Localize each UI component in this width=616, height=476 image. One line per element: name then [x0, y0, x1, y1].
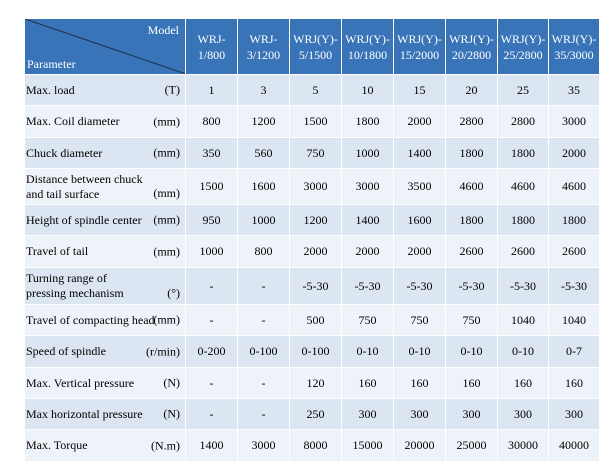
table-row	[25, 305, 600, 336]
parameter-unit: (mm)	[153, 244, 180, 258]
value-cell: 2000	[549, 138, 600, 169]
value-cell: 1800	[549, 205, 600, 236]
value-cell: 1800	[446, 138, 498, 169]
value-cell: 3500	[394, 169, 446, 205]
value-cell: 560	[238, 138, 290, 169]
model-header: WRJ- 1/800	[186, 19, 238, 75]
corner-header-cell	[25, 19, 186, 75]
value-cell: 2000	[290, 236, 342, 268]
parameter-unit: (N.m)	[151, 438, 180, 452]
value-cell: -	[238, 268, 290, 305]
value-cell: 2000	[342, 236, 394, 268]
parameter-name: Chuck diameter	[26, 145, 103, 160]
value-cell: 40000	[549, 430, 600, 462]
value-cell: 0-200	[186, 336, 238, 368]
value-cell: 800	[186, 106, 238, 138]
parameter-name: Max. Torque	[26, 438, 88, 452]
parameter-name: Travel of tail	[26, 244, 89, 258]
table-row	[25, 75, 600, 106]
value-cell: 3000	[290, 169, 342, 205]
value-cell: 1600	[238, 169, 290, 205]
value-cell: -	[238, 368, 290, 399]
model-header: WRJ(Y)- 5/1500	[290, 19, 342, 75]
table-row	[25, 430, 600, 462]
value-cell: 750	[394, 305, 446, 336]
parameter-name: Distance between chuck and tail surface	[26, 171, 143, 201]
value-cell: 4600	[498, 169, 549, 205]
value-cell: 2600	[498, 236, 549, 268]
value-cell: 750	[446, 305, 498, 336]
value-cell: -5-30	[446, 268, 498, 305]
value-cell: 500	[290, 305, 342, 336]
value-cell: 800	[238, 236, 290, 268]
parameter-name: Max. load	[26, 82, 75, 97]
value-cell: 1500	[290, 106, 342, 138]
parameter-unit: (mm)	[153, 145, 180, 160]
table-row	[25, 205, 600, 236]
parameter-cell	[25, 169, 186, 205]
value-cell: 10	[342, 75, 394, 106]
value-cell: 8000	[290, 430, 342, 462]
value-cell: 3000	[238, 430, 290, 462]
value-cell: 160	[394, 368, 446, 399]
value-cell: 1000	[186, 236, 238, 268]
table-row	[25, 169, 600, 205]
value-cell: 1200	[238, 106, 290, 138]
value-cell: 950	[186, 205, 238, 236]
parameter-unit: (N)	[163, 375, 180, 390]
value-cell: 0-100	[290, 336, 342, 368]
parameter-unit: (N)	[163, 406, 180, 421]
value-cell: 0-10	[342, 336, 394, 368]
value-cell: 1800	[498, 138, 549, 169]
parameter-unit: (mm)	[153, 312, 180, 327]
table-row	[25, 106, 600, 138]
value-cell: 1	[186, 75, 238, 106]
value-cell: 3	[238, 75, 290, 106]
value-cell: 1000	[238, 205, 290, 236]
value-cell: -	[238, 305, 290, 336]
value-cell: -	[238, 399, 290, 430]
value-cell: 160	[549, 368, 600, 399]
table-row	[25, 399, 600, 430]
value-cell: 0-10	[394, 336, 446, 368]
value-cell: 2600	[446, 236, 498, 268]
value-cell: 0-10	[446, 336, 498, 368]
value-cell: 25000	[446, 430, 498, 462]
table-row	[25, 236, 600, 268]
parameter-unit: (mm)	[153, 186, 180, 200]
parameter-name: Max. Vertical pressure	[26, 375, 135, 390]
parameter-cell	[25, 106, 186, 138]
parameter-name: Max horizontal pressure	[26, 406, 143, 421]
parameter-cell	[25, 399, 186, 430]
value-cell: -5-30	[549, 268, 600, 305]
value-cell: 20	[446, 75, 498, 106]
value-cell: 1040	[498, 305, 549, 336]
parameter-cell	[25, 205, 186, 236]
value-cell: 4600	[549, 169, 600, 205]
table-row	[25, 138, 600, 169]
value-cell: 300	[498, 399, 549, 430]
value-cell: -5-30	[290, 268, 342, 305]
value-cell: -5-30	[394, 268, 446, 305]
value-cell: 2000	[394, 236, 446, 268]
parameter-name: Height of spindle center	[26, 212, 142, 227]
value-cell: 30000	[498, 430, 549, 462]
model-header: WRJ(Y)- 25/2800	[498, 19, 549, 75]
value-cell: 2800	[446, 106, 498, 138]
parameter-unit: (°)	[167, 286, 180, 300]
parameter-unit: (T)	[164, 82, 180, 97]
value-cell: -	[186, 368, 238, 399]
value-cell: 160	[342, 368, 394, 399]
value-cell: 4600	[446, 169, 498, 205]
value-cell: 15	[394, 75, 446, 106]
model-header: WRJ(Y)- 35/3000	[549, 19, 600, 75]
value-cell: 1400	[394, 138, 446, 169]
value-cell: -	[186, 399, 238, 430]
spec-body	[25, 75, 600, 462]
parameter-cell	[25, 236, 186, 268]
value-cell: 300	[394, 399, 446, 430]
spec-table	[24, 18, 600, 462]
value-cell: -	[186, 305, 238, 336]
parameter-name: Turning range of pressing mechanism	[26, 271, 124, 300]
value-cell: 1600	[394, 205, 446, 236]
value-cell: 1040	[549, 305, 600, 336]
value-cell: 750	[342, 305, 394, 336]
value-cell: 1500	[186, 169, 238, 205]
parameter-cell	[25, 430, 186, 462]
value-cell: 1000	[342, 138, 394, 169]
value-cell: 300	[446, 399, 498, 430]
corner-model-label: Model	[147, 23, 179, 37]
parameter-name: Travel of compacting head	[26, 312, 155, 327]
value-cell: 2800	[498, 106, 549, 138]
value-cell: 300	[549, 399, 600, 430]
model-header: WRJ- 3/1200	[238, 19, 290, 75]
value-cell: 2600	[549, 236, 600, 268]
value-cell: 1800	[342, 106, 394, 138]
table-row	[25, 368, 600, 399]
value-cell: 5	[290, 75, 342, 106]
value-cell: 1400	[342, 205, 394, 236]
value-cell: 2000	[394, 106, 446, 138]
value-cell: 1800	[498, 205, 549, 236]
value-cell: 1200	[290, 205, 342, 236]
table-row	[25, 336, 600, 368]
parameter-name: Speed of spindle	[26, 344, 106, 358]
value-cell: 3000	[342, 169, 394, 205]
value-cell: -5-30	[498, 268, 549, 305]
table-row	[25, 268, 600, 305]
parameter-cell	[25, 305, 186, 336]
value-cell: 120	[290, 368, 342, 399]
value-cell: 15000	[342, 430, 394, 462]
value-cell: 1400	[186, 430, 238, 462]
parameter-name: Max. Coil diameter	[26, 114, 120, 128]
value-cell: 35	[549, 75, 600, 106]
value-cell: 0-7	[549, 336, 600, 368]
value-cell: 160	[446, 368, 498, 399]
value-cell: 0-10	[498, 336, 549, 368]
parameter-cell	[25, 138, 186, 169]
model-header: WRJ(Y)- 20/2800	[446, 19, 498, 75]
value-cell: 3000	[549, 106, 600, 138]
value-cell: -5-30	[342, 268, 394, 305]
value-cell: 160	[498, 368, 549, 399]
model-header: WRJ(Y)- 10/1800	[342, 19, 394, 75]
parameter-cell	[25, 336, 186, 368]
value-cell: 750	[290, 138, 342, 169]
parameter-cell	[25, 368, 186, 399]
value-cell: 350	[186, 138, 238, 169]
corner-parameter-label: Parameter	[27, 57, 76, 71]
value-cell: -	[186, 268, 238, 305]
header-row	[25, 19, 600, 75]
value-cell: 1800	[446, 205, 498, 236]
value-cell: 300	[342, 399, 394, 430]
value-cell: 20000	[394, 430, 446, 462]
value-cell: 0-100	[238, 336, 290, 368]
value-cell: 250	[290, 399, 342, 430]
value-cell: 25	[498, 75, 549, 106]
model-header: WRJ(Y)- 15/2000	[394, 19, 446, 75]
parameter-cell	[25, 75, 186, 106]
parameter-unit: (r/min)	[146, 344, 180, 358]
parameter-unit: (mm)	[153, 212, 180, 227]
parameter-unit: (mm)	[153, 114, 180, 128]
parameter-cell	[25, 268, 186, 305]
